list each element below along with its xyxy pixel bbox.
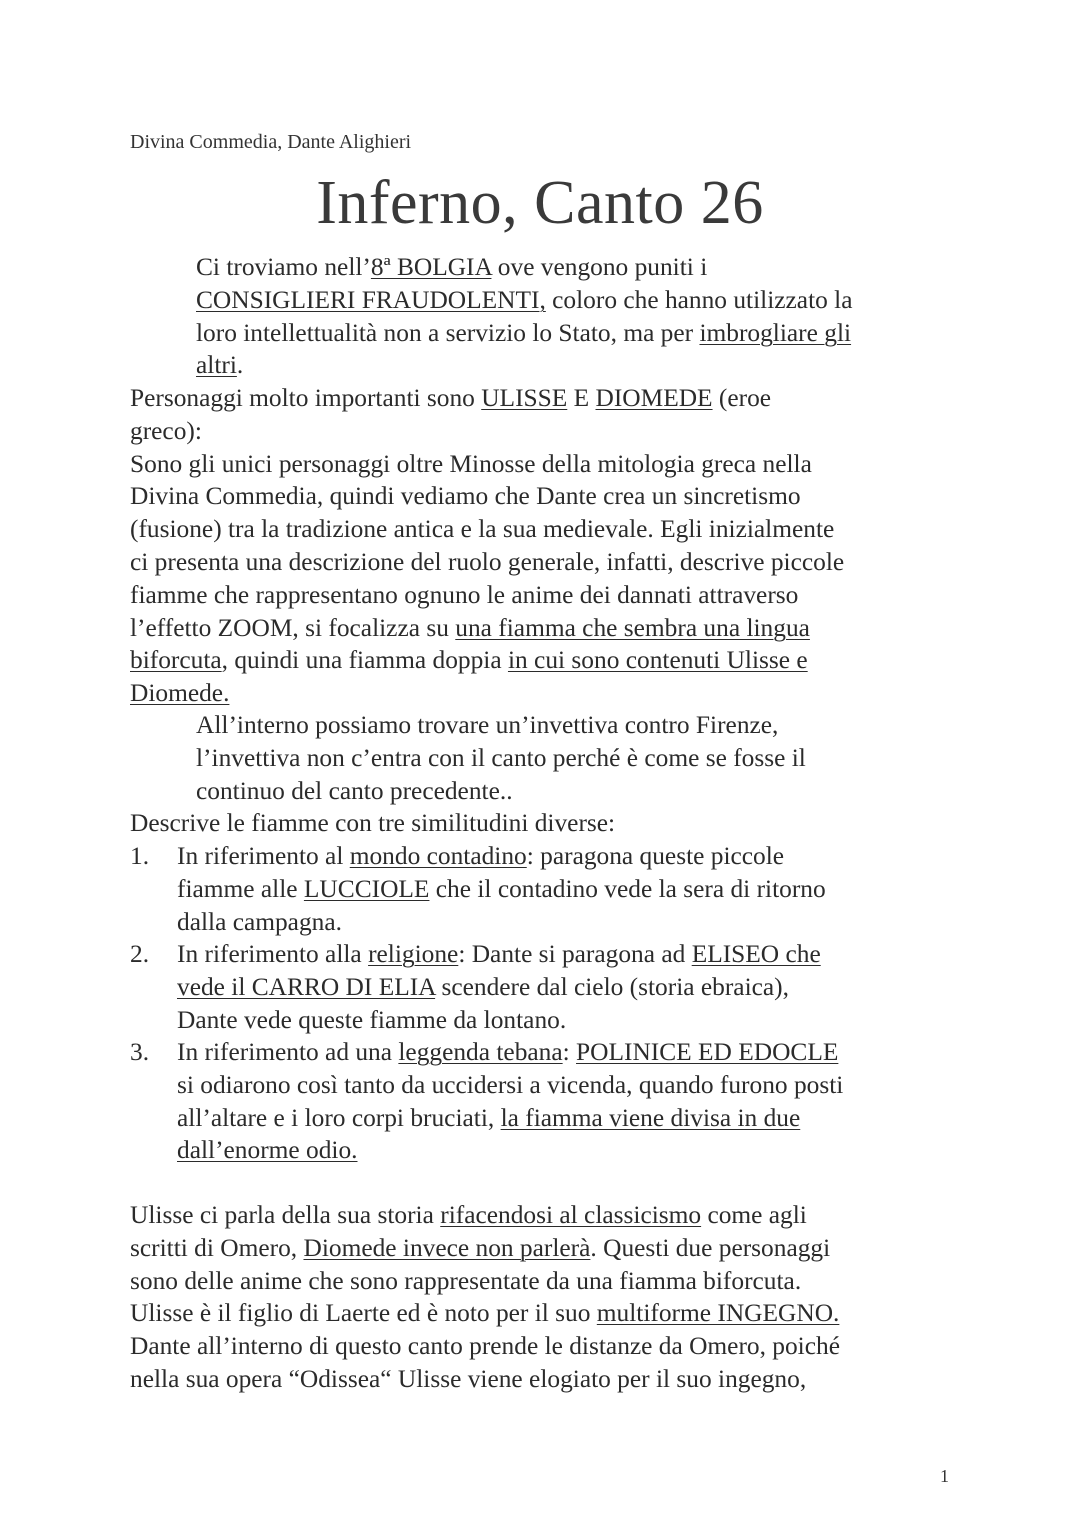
text-line: ci presenta una descrizione del ruolo generale, infatti, descrive piccole (130, 547, 845, 576)
text-line: Diomede. (130, 679, 230, 708)
text-line: biforcuta, quindi una fiamma doppia in cui sono contenuti Ulisse e (130, 646, 808, 675)
text-line: sono delle anime che sono rappresentate da una fiamma biforcuta. (130, 1266, 802, 1295)
text-line: l’invettiva non c’entra con il canto perché è come se fosse il (196, 743, 806, 772)
text-line: Dante vede queste fiamme da lontano. (177, 1005, 567, 1034)
invective-paragraph (196, 709, 806, 807)
text-line: vede il CARRO DI ELIA scendere dal cielo (storia ebraica), (177, 972, 789, 1001)
page-title: Inferno, Canto 26 (316, 169, 764, 237)
text-line: In riferimento alla religione: Dante si paragona ad ELISEO che (177, 940, 821, 968)
list-number: 1. (130, 842, 150, 870)
text-line: Ulisse ci parla della sua storia rifacendosi al classicismo come agli (130, 1201, 807, 1229)
text-line: nella sua opera “Odissea“ Ulisse viene elogiato per il suo ingegno, (130, 1364, 807, 1393)
list-item (177, 840, 826, 938)
list-number: 3. (130, 1038, 150, 1066)
text-line: Sono gli unici personaggi oltre Minosse della mitologia greca nella (130, 449, 812, 478)
text-line: scritti di Omero, Diomede invece non parlerà. Questi due personaggi (130, 1233, 831, 1262)
text-line: In riferimento al mondo contadino: paragona queste piccole (177, 842, 785, 870)
document-header: Divina Commedia, Dante Alighieri (130, 131, 412, 153)
text-line: Ulisse è il figlio di Laerte ed è noto per il suo multiforme INGEGNO. (130, 1299, 840, 1328)
text-line: (fusione) tra la tradizione antica e la sua medievale. Egli inizialmente (130, 515, 835, 544)
text-line: continuo del canto precedente.. (196, 776, 513, 805)
text-line: Divina Commedia, quindi vediamo che Dante crea un sincretismo (130, 482, 801, 511)
text-line: si odiarono così tanto da uccidersi a vicenda, quando furono posti (177, 1070, 844, 1099)
text-line: l’effetto ZOOM, si focalizza su una fiamma che sembra una lingua (130, 613, 810, 642)
text-line: altri. (196, 351, 244, 380)
text-line: fiamme che rappresentano ognuno le anime dei dannati attraverso (130, 580, 799, 609)
text-line: All’interno possiamo trovare un’invettiva contro Firenze, (196, 711, 779, 739)
list-item (177, 938, 821, 1036)
text-line: greco): (130, 416, 202, 445)
text-line: Personaggi molto importanti sono ULISSE E DIOMEDE (eroe (130, 384, 772, 412)
text-line: CONSIGLIERI FRAUDOLENTI, coloro che hanno utilizzato la (196, 285, 853, 314)
ulisse-paragraph (130, 1199, 840, 1396)
text-line: Ci troviamo nell’8ª BOLGIA ove vengono puniti i (196, 253, 708, 281)
text-line: all’altare e i loro corpi bruciati, la fiamma viene divisa in due (177, 1103, 801, 1132)
similes-intro (130, 807, 615, 840)
text-line: fiamme alle LUCCIOLE che il contadino vede la sera di ritorno (177, 874, 826, 903)
characters-paragraph (130, 382, 844, 710)
text-line: Descrive le fiamme con tre similitudini diverse: (130, 809, 616, 837)
text-line: Dante all’interno di questo canto prende le distanze da Omero, poiché (130, 1332, 840, 1361)
intro-paragraph (196, 251, 853, 382)
page-number: 1 (940, 1466, 949, 1486)
list-item (177, 1036, 843, 1167)
text-line: In riferimento ad una leggenda tebana: POLINICE ED EDOCLE (177, 1038, 839, 1066)
text-line: dalla campagna. (177, 907, 342, 936)
text-line: dall’enorme odio. (177, 1136, 358, 1165)
text-line: loro intellettualità non a servizio lo Stato, ma per imbrogliare gli (196, 318, 852, 347)
list-number: 2. (130, 940, 150, 968)
